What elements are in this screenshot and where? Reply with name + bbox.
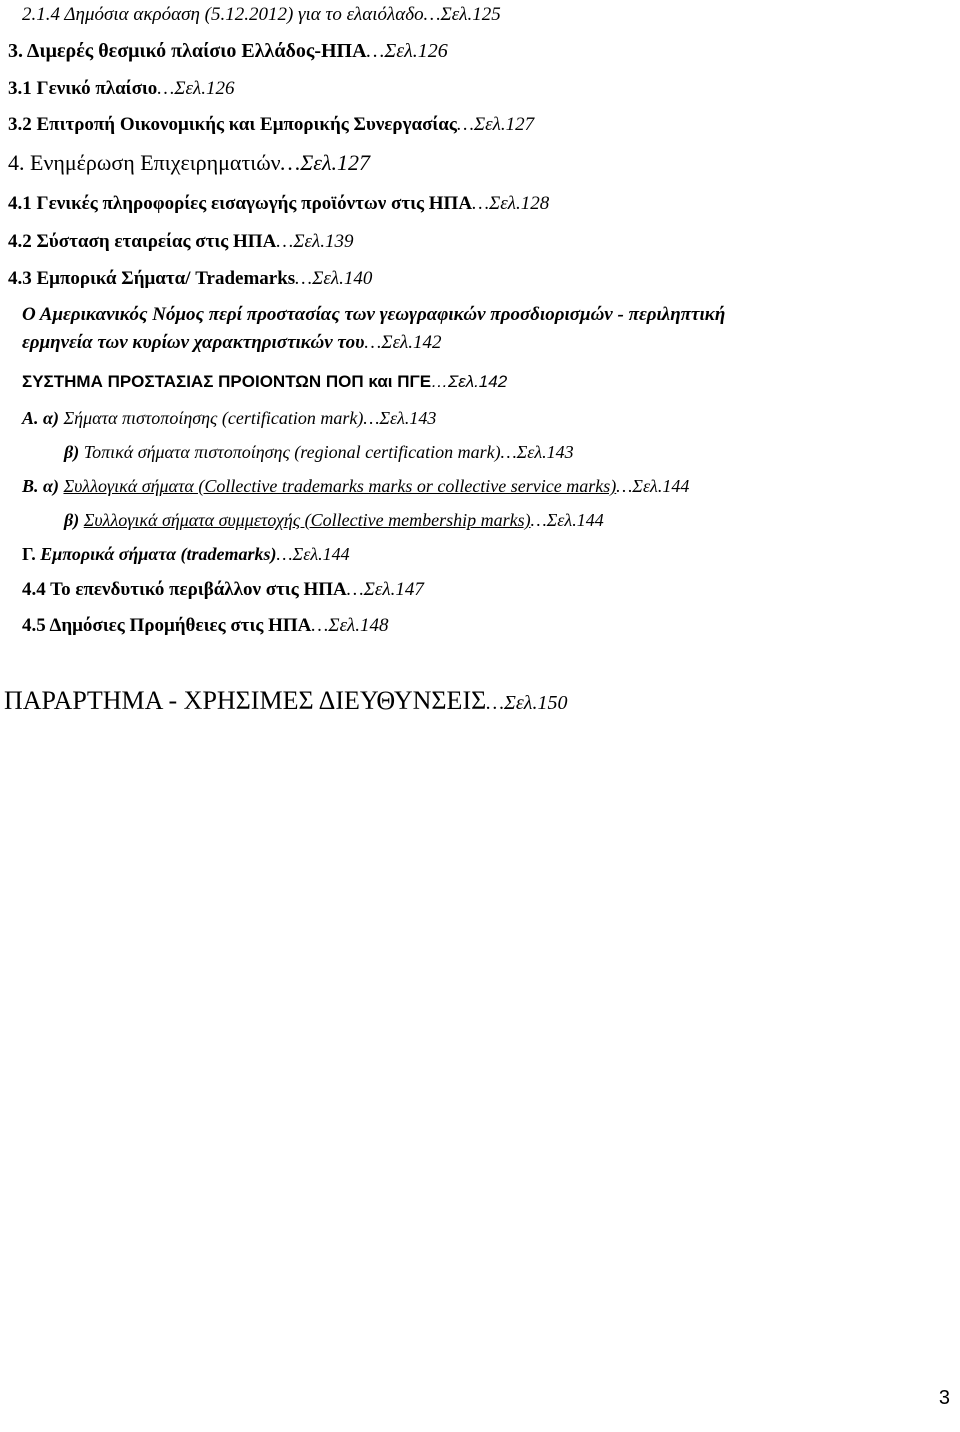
toc-entry-prefix: Α. α) — [22, 408, 64, 428]
toc-entry-page: …Σελ.125 — [423, 4, 501, 25]
toc-entry-title: Εμπορικά σήματα (trademarks) — [40, 544, 277, 564]
toc-entry-4[interactable] — [8, 152, 370, 174]
toc-entry-4-5[interactable] — [22, 616, 389, 635]
toc-entry-prefix: β) — [64, 442, 84, 462]
toc-entry-title: 3.2 Επιτροπή Οικονομικής και Εμπορικής Συνεργασίας — [8, 114, 457, 135]
toc-entry-page: …Σελ.128 — [472, 193, 550, 214]
toc-entry-a-certification[interactable] — [22, 409, 436, 427]
toc-entry-page: …Σελ.126 — [157, 78, 235, 99]
toc-entry-title: 4.4 Το επενδυτικό περιβάλλον στις ΗΠΑ — [22, 579, 347, 600]
page-number: 3 — [938, 1387, 950, 1409]
toc-entry-4-1[interactable] — [8, 194, 549, 213]
toc-entry-title: 4.2 Σύσταση εταιρείας στις ΗΠΑ — [8, 231, 277, 252]
toc-entry-gi-law-line1[interactable] — [22, 305, 725, 324]
toc-entry-page: …Σελ.140 — [295, 268, 373, 289]
toc-entry-prefix: Β. α) — [22, 476, 64, 496]
toc-entry-title: Τοπικά σήματα πιστοποίησης (regional certification mark) — [83, 442, 501, 462]
toc-entry-title: Σήματα πιστοποίησης (certification mark) — [63, 408, 364, 428]
toc-entry-page: …Σελ.127 — [280, 150, 370, 175]
toc-entry-page: …Σελ.144 — [530, 510, 604, 530]
toc-entry-title: ΠΑΡΑΡΤΗΜΑ - ΧΡΗΣΙΜΕΣ ΔΙΕΥΘΥΝΣΕΙΣ — [4, 686, 487, 715]
toc-entry-title: Ο Αμερικανικός Νόμος περί προστασίας των γεωγραφικών προσδιορισμών - περιληπτική — [22, 304, 726, 325]
toc-entry-appendix[interactable] — [4, 688, 567, 714]
toc-entry-title: 3. Διμερές θεσμικό πλαίσιο Ελλάδος-ΗΠΑ — [8, 40, 367, 62]
toc-entry-title: ΣΥΣΤΗΜΑ ΠΡΟΣΤΑΣΙΑΣ ΠΡΟΙΟΝΤΩΝ ΠΟΠ και ΠΓΕ — [22, 372, 432, 391]
toc-entry-page: …Σελ.148 — [311, 615, 389, 636]
toc-entry-page: …Σελ.126 — [366, 40, 448, 62]
toc-entry-page: …Σελ.142 — [364, 332, 442, 353]
toc-entry-page: …Σελ.147 — [346, 579, 424, 600]
toc-entry-title: 4.5 Δημόσιες Προμήθειες στις ΗΠΑ — [22, 615, 312, 636]
toc-entry-prefix: β) — [64, 510, 84, 530]
toc-entry-g-trademarks[interactable] — [22, 545, 350, 563]
toc-entry-b-collective-membership[interactable] — [64, 511, 604, 529]
toc-entry-page: …Σελ.144 — [616, 476, 690, 496]
toc-entry-title: ερμηνεία των κυρίων χαρακτηριστικών του — [22, 332, 365, 353]
toc-entry-3-1[interactable] — [8, 79, 234, 98]
toc-entry-title: Συλλογικά σήματα συμμετοχής (Collective membership marks) — [83, 510, 531, 530]
toc-entry-page: …Σελ.142 — [431, 372, 508, 391]
toc-entry-prefix: Γ. — [22, 544, 41, 564]
toc-entry-4-2[interactable] — [8, 232, 353, 251]
toc-entry-3-2[interactable] — [8, 115, 534, 134]
toc-entry-title: 2.1.4 Δημόσια ακρόαση (5.12.2012) για το ελαιόλαδο — [22, 4, 424, 25]
toc-entry-title: 3.1 Γενικό πλαίσιο — [8, 78, 158, 99]
toc-entry-title: 4.1 Γενικές πληροφορίες εισαγωγής προϊόντων στις ΗΠΑ — [8, 193, 473, 214]
toc-entry-page: …Σελ.143 — [500, 442, 574, 462]
toc-entry-page: …Σελ.144 — [276, 544, 350, 564]
toc-entry-b-collective[interactable] — [22, 477, 689, 495]
toc-entry-page: …Σελ.127 — [456, 114, 535, 135]
toc-entry-page: …Σελ.143 — [363, 408, 437, 428]
toc-entry-title: 4.3 Εμπορικά Σήματα/ Trademarks — [8, 268, 296, 289]
toc-entry-title: 4. Ενημέρωση Επιχειρηματιών — [8, 150, 281, 175]
toc-entry-b-regional-certification[interactable] — [64, 443, 574, 461]
toc-entry-page: …Σελ.150 — [486, 692, 568, 714]
toc-entry-gi-law-line2[interactable] — [22, 333, 442, 352]
toc-entry-2-1-4[interactable] — [22, 5, 501, 24]
toc-entry-title: Συλλογικά σήματα (Collective trademarks marks or collective service marks) — [63, 476, 617, 496]
toc-entry-pdo-pgi-system[interactable] — [22, 373, 507, 390]
toc-entry-4-4[interactable] — [22, 580, 424, 599]
toc-entry-page: …Σελ.139 — [276, 231, 354, 252]
toc-entry-3[interactable] — [8, 41, 448, 61]
toc-entry-4-3[interactable] — [8, 269, 372, 288]
